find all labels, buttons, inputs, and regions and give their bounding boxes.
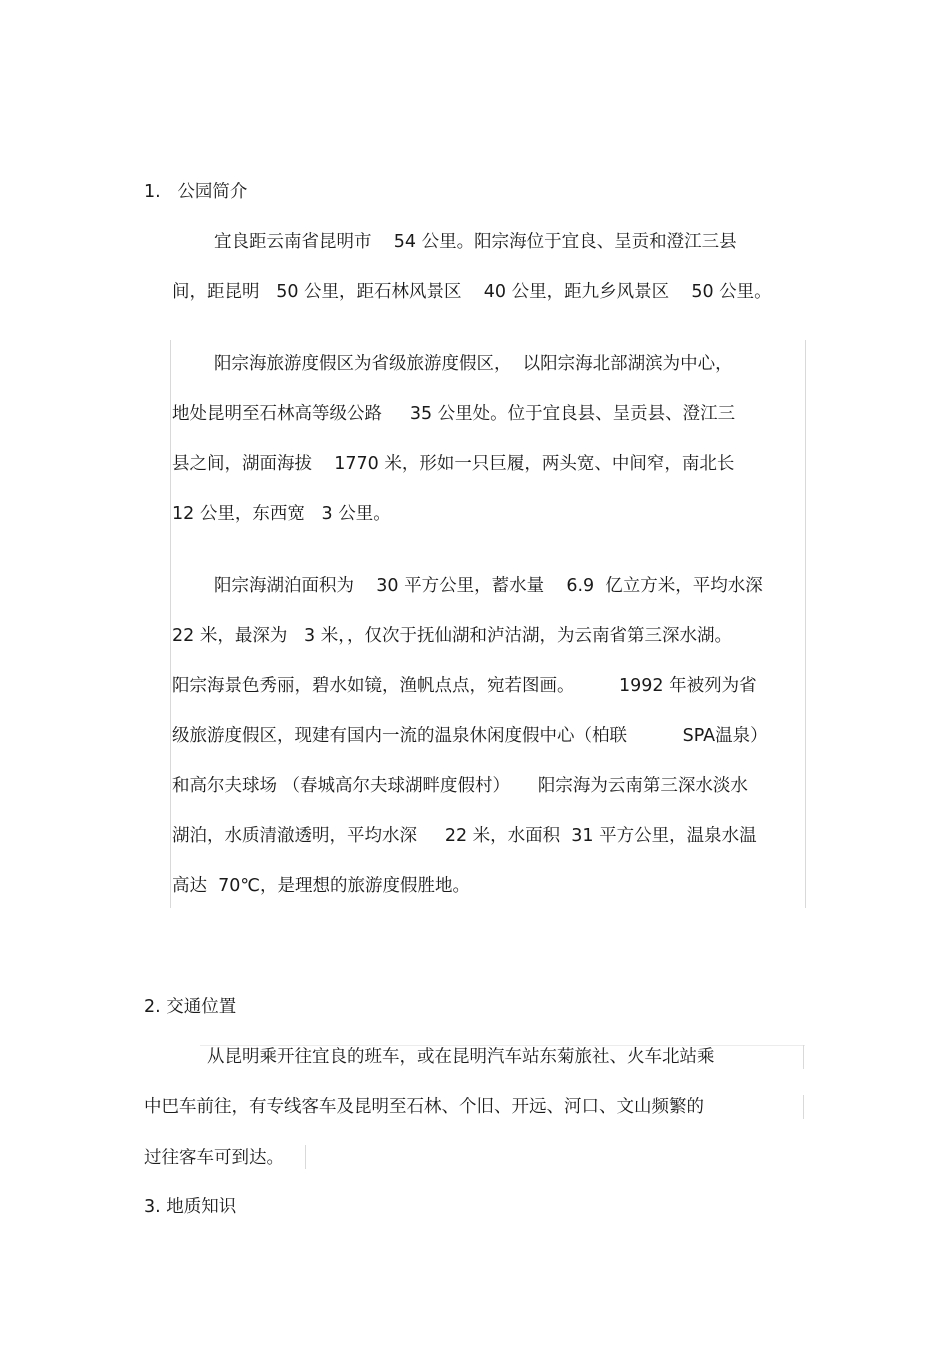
intro-line-2: 间，距昆明 50 公里，距石林风景区 40 公里，距九乡风景区 50 公里。	[172, 282, 772, 302]
paragraph-b-line-4: 级旅游度假区，现建有国内一流的温泉休闲度假中心（柏联 SPA温泉）	[172, 726, 768, 746]
section-heading-geology: 3. 地质知识	[144, 1197, 237, 1217]
section-heading-transport: 2. 交通位置	[144, 997, 237, 1017]
transport-line-3-edge	[305, 1145, 306, 1169]
section-heading-park-intro: 1. 公园简介	[144, 182, 248, 202]
paragraph-b-line-7: 高达 70℃，是理想的旅游度假胜地。	[172, 876, 471, 896]
paragraph-a-line-1: 阳宗海旅游度假区为省级旅游度假区， 以阳宗海北部湖滨为中心，	[214, 354, 733, 374]
paragraph-b-line-2: 22 米，最深为 3 米，，仅次于抚仙湖和泸沽湖，为云南省第三深水湖。	[172, 626, 732, 646]
paragraph-b-line-1: 阳宗海湖泊面积为 30 平方公里，蓄水量 6.9 亿立方米，平均水深	[214, 576, 763, 596]
paragraph-a-line-2: 地处昆明至石林高等级公路 35 公里处。位于宜良县、呈贡县、澄江三	[172, 404, 736, 424]
paragraph-b-line-3: 阳宗海景色秀丽，碧水如镜，渔帆点点，宛若图画。 1992 年被列为省	[172, 676, 757, 696]
paragraph-a-line-4: 12 公里，东西宽 3 公里。	[172, 504, 391, 524]
paragraph-b-line-5: 和高尔夫球场 （春城高尔夫球湖畔度假村） 阳宗海为云南第三深水淡水	[172, 776, 748, 796]
text-box-left-border	[170, 340, 171, 908]
transport-line-3: 过往客车可到达。	[144, 1148, 284, 1168]
transport-line-2: 中巴车前往，有专线客车及昆明至石林、个旧、开远、河口、文山频繁的	[144, 1097, 704, 1117]
transport-line-1-edge	[803, 1045, 804, 1069]
transport-line-2-edge	[803, 1095, 804, 1119]
paragraph-b-line-6: 湖泊，水质清澈透明，平均水深 22 米，水面积 31 平方公里，温泉水温	[172, 826, 757, 846]
text-box-right-border	[805, 340, 806, 908]
transport-line-1: 从昆明乘开往宜良的班车，或在昆明汽车站东菊旅社、火车北站乘	[207, 1047, 715, 1067]
paragraph-a-line-3: 县之间，湖面海拔 1770 米，形如一只巨履，两头宽、中间窄，南北长	[172, 454, 735, 474]
intro-line-1: 宜良距云南省昆明市 54 公里。阳宗海位于宜良、呈贡和澄江三县	[214, 232, 737, 252]
